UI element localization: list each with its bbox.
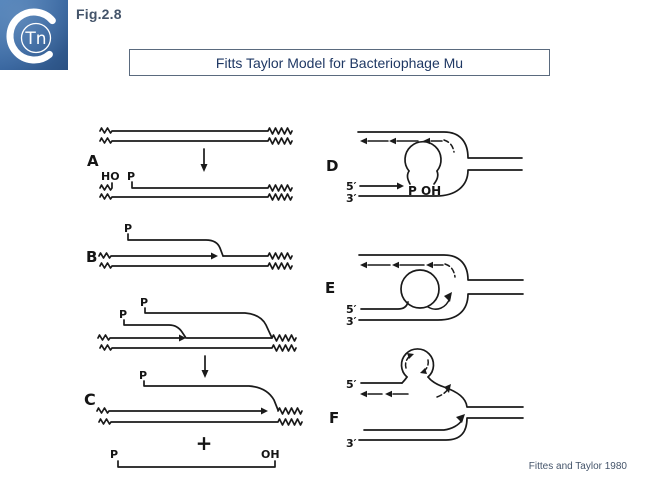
five-prime-label: 5′ — [346, 378, 357, 391]
template-strand-right — [278, 408, 302, 414]
nascent-arrow-2 — [385, 391, 392, 397]
fork-bottom-strand — [359, 294, 523, 320]
panel-a — [87, 128, 292, 200]
bottom-strand — [100, 345, 296, 351]
nascent-turn-dash — [444, 140, 454, 152]
panel-f — [329, 349, 523, 450]
panel-c — [84, 369, 302, 467]
nicked-strand-right — [132, 182, 292, 191]
growth-arrow-head — [261, 408, 268, 415]
panel-f-label: F — [329, 409, 340, 427]
intact-bottom-strand — [100, 194, 292, 200]
mu-loop — [401, 270, 439, 308]
nascent-arrow-1 — [360, 391, 367, 397]
template-strand-right — [223, 253, 292, 259]
panel-b-label: B — [86, 248, 98, 266]
slide-title: Fitts Taylor Model for Bacteriophage Mu — [215, 54, 464, 71]
growth-arrow-head — [211, 253, 218, 260]
template-strand-left — [97, 408, 262, 413]
five-prime-label: 5′ — [346, 180, 357, 193]
panel-b-intermediate — [98, 296, 296, 378]
template-strand-right — [187, 335, 296, 341]
template-strand-left — [98, 335, 180, 340]
panel-e — [325, 255, 523, 328]
panel-d-label: D — [326, 157, 339, 175]
nascent-arrow-3 — [426, 262, 433, 268]
bottom-inner-strand — [364, 420, 462, 430]
displaced-p-strand-upper — [145, 308, 272, 338]
nascent-arrow-1 — [360, 138, 367, 144]
displaced-p-strand — [128, 234, 223, 256]
three-prime-label: 3′ — [346, 315, 357, 328]
fork-top-strand — [359, 255, 523, 280]
loop-right-leg-shoulder — [428, 377, 523, 407]
displaced-p-strand-lower — [124, 320, 186, 338]
panel-d — [326, 132, 522, 205]
nascent-turn-dash — [445, 264, 455, 277]
nascent-arrow-2 — [392, 262, 399, 268]
three-prime-label: 3′ — [346, 192, 357, 205]
logo-text: Tn — [25, 29, 47, 49]
p-label-upper: P — [140, 296, 149, 309]
mu-loop — [405, 142, 441, 171]
loop-left-leg — [402, 377, 407, 383]
nascent-arrow-1 — [360, 262, 367, 268]
p-label: P — [139, 369, 148, 382]
duplex-top-strand — [100, 128, 292, 134]
oh-label-fragment: OH — [261, 448, 280, 461]
duplex-bottom-strand — [100, 138, 292, 144]
bottom-strand — [100, 263, 292, 269]
plus-sign: + — [195, 431, 213, 455]
five-prime-arrow-head — [397, 183, 404, 190]
step-arrow-head — [201, 164, 208, 172]
five-prime-label: 5′ — [346, 303, 357, 316]
panel-c-label: C — [84, 390, 96, 409]
p-label: P — [127, 170, 136, 183]
p-oh-label: P OH — [408, 184, 442, 198]
three-prime-label: 3′ — [346, 437, 357, 450]
released-fragment — [118, 461, 275, 467]
bottom-strand — [99, 419, 302, 425]
template-strand-left — [99, 253, 212, 258]
step-arrow-head — [202, 370, 209, 378]
p-label-fragment: P — [110, 448, 119, 461]
ho-label: HO — [101, 170, 120, 183]
p-label: P — [124, 222, 133, 235]
nascent-arrow-2 — [389, 138, 396, 144]
citation: Fittes and Taylor 1980 — [528, 461, 627, 472]
figure-number: Fig.2.8 — [76, 6, 122, 22]
panel-e-label: E — [325, 279, 336, 297]
five-prime-strand — [361, 302, 408, 309]
nicked-strand-left — [100, 183, 112, 190]
panel-a-label: A — [87, 152, 99, 170]
panel-b — [86, 222, 292, 269]
three-prime-strand — [359, 418, 523, 440]
loop-right-leg — [434, 171, 438, 184]
loop-left-leg — [407, 171, 410, 184]
displaced-p-strand — [144, 381, 278, 410]
p-label-lower: P — [119, 308, 128, 321]
